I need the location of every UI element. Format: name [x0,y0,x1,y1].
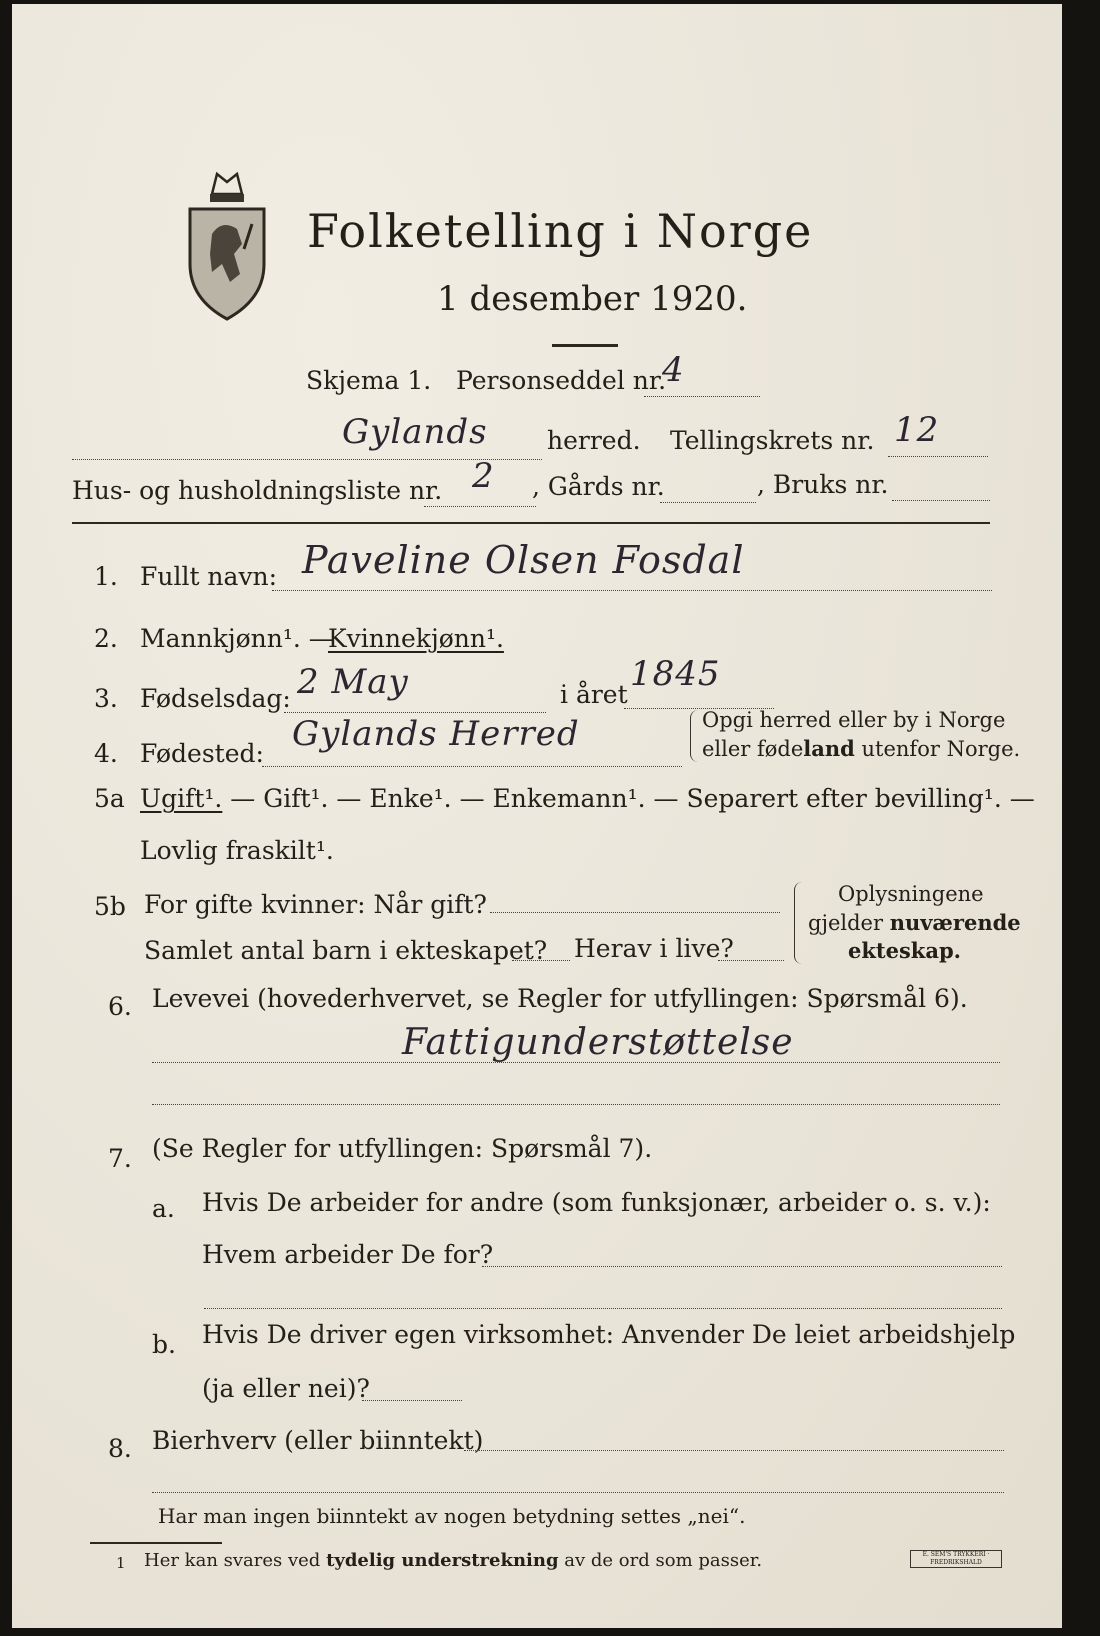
page-title: Folketelling i Norge [307,204,814,258]
q7b-line2: (ja eller nei)? [202,1374,370,1403]
q2-male: Mannkjønn¹. — [140,624,334,653]
q7a-line2: Hvem arbeider De for? [202,1240,494,1269]
footnote-text: Her kan svares ved tydelig understrekning av de ord som passer. [144,1550,763,1571]
census-form-sheet [12,4,1062,1628]
q2-number: 2. [94,624,118,653]
q5b-line2: Samlet antal barn i ekteskapet? [144,936,548,965]
skjema-label: Skjema 1. [306,366,432,395]
q3-label: Fødselsdag: [140,684,291,713]
q1-label: Fullt navn: [140,562,278,591]
q8-label: Bierhverv (eller biinntekt) [152,1426,484,1455]
census-date: 1 desember 1920. [437,279,748,319]
q8-note: Har man ingen biinntekt av nogen betydning settes „nei“. [158,1504,746,1528]
q3-year-value: 1845 [630,654,721,694]
personseddel-value: 4 [662,350,685,390]
q4-label: Fødested: [140,739,264,768]
coat-of-arms-icon [182,164,272,324]
gards-label: , Gårds nr. [532,472,665,501]
q6-label: Levevei (hovederhvervet, se Regler for utfyllingen: Spørsmål 6). [152,984,968,1013]
q5a-number: 5a [94,784,125,813]
q5a-ugift: Ugift¹. [140,784,223,813]
q7-label: (Se Regler for utfyllingen: Spørsmål 7). [152,1134,653,1163]
printer-stamp: E. SEM'S TRYKKERI · FREDRIKSHALD [910,1550,1002,1568]
footnote-number: 1 [116,1554,126,1572]
herred-value: Gylands [342,412,488,452]
q7b-line1: Hvis De driver egen virksomhet: Anvender De leiet arbeidshjelp [202,1320,1016,1349]
q6-number: 6. [108,992,132,1021]
q5b-note-line3: ekteskap. [848,938,961,963]
q5a-line2: Lovlig fraskilt¹. [140,836,334,865]
q5b-line1: For gifte kvinner: Når gift? [144,890,487,919]
q2-female: Kvinnekjønn¹. [328,624,504,653]
q7b-number: b. [152,1330,176,1359]
title-divider [552,344,618,347]
q5b-note-line2: gjelder nuværende [808,910,1021,935]
q1-value: Paveline Olsen Fosdal [302,538,745,582]
q5b-note-line1: Oplysningene [838,882,984,906]
q3-year-label: i året [560,680,628,709]
q3-value: 2 May [297,662,409,702]
footnote-rule [90,1542,222,1544]
bruks-label: , Bruks nr. [757,470,889,499]
q5b-number: 5b [94,892,126,921]
herred-label: herred. [547,426,641,455]
q5a-options: Ugift¹. — Gift¹. — Enke¹. — Enkemann¹. — Separert efter bevilling¹. — [140,784,1035,813]
hus-label: Hus- og husholdningsliste nr. [72,476,443,505]
q4-note-line1: Opgi herred eller by i Norge [702,708,1006,732]
tellingskrets-label: Tellingskrets nr. [670,426,875,455]
hus-value: 2 [472,456,495,496]
q7a-line1: Hvis De arbeider for andre (som funksjonær, arbeider o. s. v.): [202,1188,991,1217]
tellingskrets-value: 12 [894,410,940,450]
header-rule [72,522,990,524]
personseddel-label: Personseddel nr. [456,366,667,395]
q4-number: 4. [94,739,118,768]
q6-value: Fattigunderstøttelse [402,1022,794,1063]
q4-note-line2: eller fødeland utenfor Norge. [702,736,1021,761]
q3-number: 3. [94,684,118,713]
q8-number: 8. [108,1434,132,1463]
q1-number: 1. [94,562,118,591]
q7-number: 7. [108,1144,132,1173]
q5b-herav: Herav i live? [574,934,734,963]
q7a-number: a. [152,1194,175,1223]
q4-value: Gylands Herred [292,714,580,754]
